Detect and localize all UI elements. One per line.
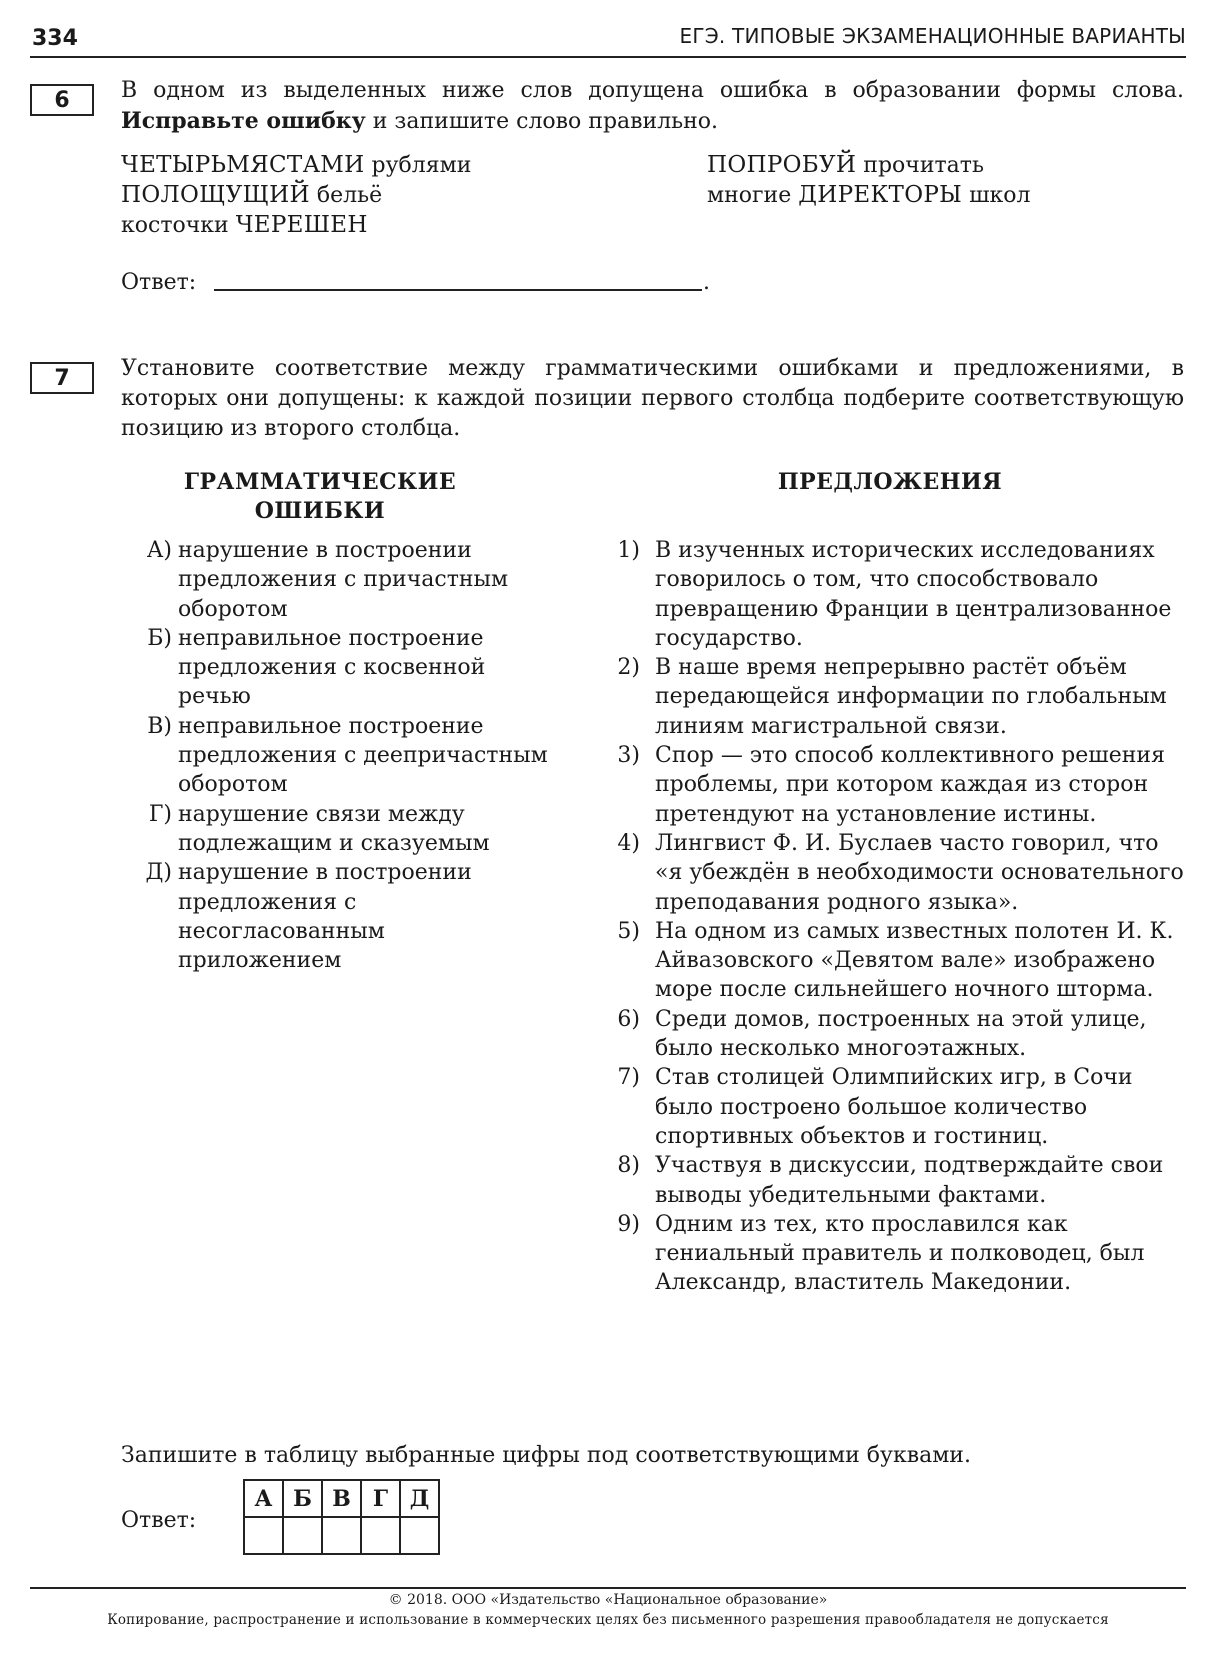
error-item-a: А) нарушение в построении предложения с причастным оборотом — [146, 538, 509, 622]
sentence-item-2: 2) В наше время непрерывно растёт объём передающейся информации по глобальным линиям магистральной связи. — [617, 655, 1167, 739]
answer-table-input-row — [244, 1517, 439, 1554]
errors-column-header: ГРАММАТИЧЕСКИЕ ОШИБКИ — [183, 469, 457, 524]
error-item-g: Г) нарушение связи между подлежащим и сказуемым — [148, 801, 490, 856]
sentence-item-1: 1) В изученных исторических исследованиях говорилось о том, что способствовало превращению Франции в централизованное государство. — [617, 538, 1172, 651]
error-item-b: Б) неправильное построение предложения с косвенной речью — [147, 625, 486, 710]
task-7-table-instruction: Запишите в таблицу выбранные цифры под соответствующими буквами. — [121, 1443, 971, 1468]
task-6-answer-line[interactable] — [214, 289, 702, 291]
sentence-item-7: 7) Став столицей Олимпийских игр, в Сочи было построено большое количество спортивных объектов и гостиниц. — [617, 1065, 1133, 1149]
sentence-item-9: 9) Одним из тех, кто прославился как гениальный правитель и полководец, был Александр, властитель Македонии. — [617, 1211, 1145, 1296]
task-6-answer-period: . — [703, 270, 710, 295]
error-item-v: В) неправильное построение предложения с деепричастным оборотом — [147, 713, 548, 798]
task-6-answer-label: Ответ: — [121, 270, 197, 295]
task-6-word-3: косточки ЧЕРЕШЕН — [121, 212, 368, 238]
task-6-instruction — [121, 76, 1184, 137]
answer-table-header-g: Г — [361, 1480, 400, 1517]
task-6-word-5: многие ДИРЕКТОРЫ школ — [707, 182, 1031, 208]
sentence-item-4: 4) Лингвист Ф. И. Буслаев часто говорил, что «я убеждён в необходимости основательного преподавания родного языка». — [617, 830, 1184, 915]
answer-cell-d[interactable] — [400, 1517, 439, 1554]
task-6-word-4: ПОПРОБУЙ прочитать — [707, 152, 984, 178]
sentences-list — [610, 536, 1192, 1298]
task-7-instruction: Установите соответствие между грамматическими ошибками и предложениями, в которых они допущены: к каждой позиции первого столбца подберите соответствующую позицию из второго столбца. — [121, 356, 1184, 441]
task-7-answer-label: Ответ: — [121, 1508, 197, 1533]
answer-table-header-a: А — [244, 1480, 283, 1517]
task-7-number-box: 7 — [30, 362, 94, 394]
task-6-number-box: 6 — [30, 84, 94, 116]
header-divider — [30, 56, 1186, 58]
task-6-word-1: ЧЕТЫРЬМЯСТАМИ рублями — [121, 152, 472, 178]
answer-cell-b[interactable] — [283, 1517, 322, 1554]
answer-table-header-d: Д — [400, 1480, 439, 1517]
error-item-d: Д) нарушение в построении предложения с несогласованным приложением — [145, 860, 472, 974]
answer-cell-v[interactable] — [322, 1517, 361, 1554]
running-header-title: ЕГЭ. ТИПОВЫЕ ЭКЗАМЕНАЦИОННЫЕ ВАРИАНТЫ — [679, 24, 1186, 48]
answer-table-header-v: В — [322, 1480, 361, 1517]
answer-table-header-b: Б — [283, 1480, 322, 1517]
page-number: 334 — [32, 26, 78, 51]
task-6-instruction-text: В одном из выделенных ниже слов допущена ошибка в образовании формы слова. — [121, 78, 1184, 103]
answer-cell-a[interactable] — [244, 1517, 283, 1554]
sentence-item-6: 6) Среди домов, построенных на этой улице, было несколько многоэтажных. — [617, 1006, 1147, 1062]
sentence-item-5: 5) На одном из самых известных полотен И. К. Айвазовского «Девятом вале» изображено море после сильнейшего ночного шторма. — [617, 918, 1174, 1003]
task-6-instruction-bold: Исправьте ошибку — [121, 108, 366, 134]
sentence-item-8: 8) Участвуя в дискуссии, подтверждайте свои выводы убедительными фактами. — [617, 1153, 1164, 1208]
answer-table-header-row — [244, 1480, 439, 1517]
copyright-notice: Копирование, распространение и использование в коммерческих целях без письменного разрешения правообладателя не допускается — [107, 1612, 1109, 1628]
task-6-instruction-text-end: и запишите слово правильно. — [372, 109, 719, 134]
task-7-answer-table — [243, 1479, 440, 1555]
sentence-item-3: 3) Спор — это способ коллективного решения проблемы, при котором каждая из сторон претендуют на установление истины. — [617, 743, 1165, 827]
footer-divider — [30, 1587, 1186, 1589]
copyright-line: © 2018. ООО «Издательство «Национальное образование» — [388, 1592, 828, 1608]
errors-list — [130, 536, 550, 975]
answer-cell-g[interactable] — [361, 1517, 400, 1554]
task-6-word-2: ПОЛОЩУЩИЙ бельё — [121, 182, 383, 208]
sentences-column-header: ПРЕДЛОЖЕНИЯ — [777, 469, 1003, 495]
